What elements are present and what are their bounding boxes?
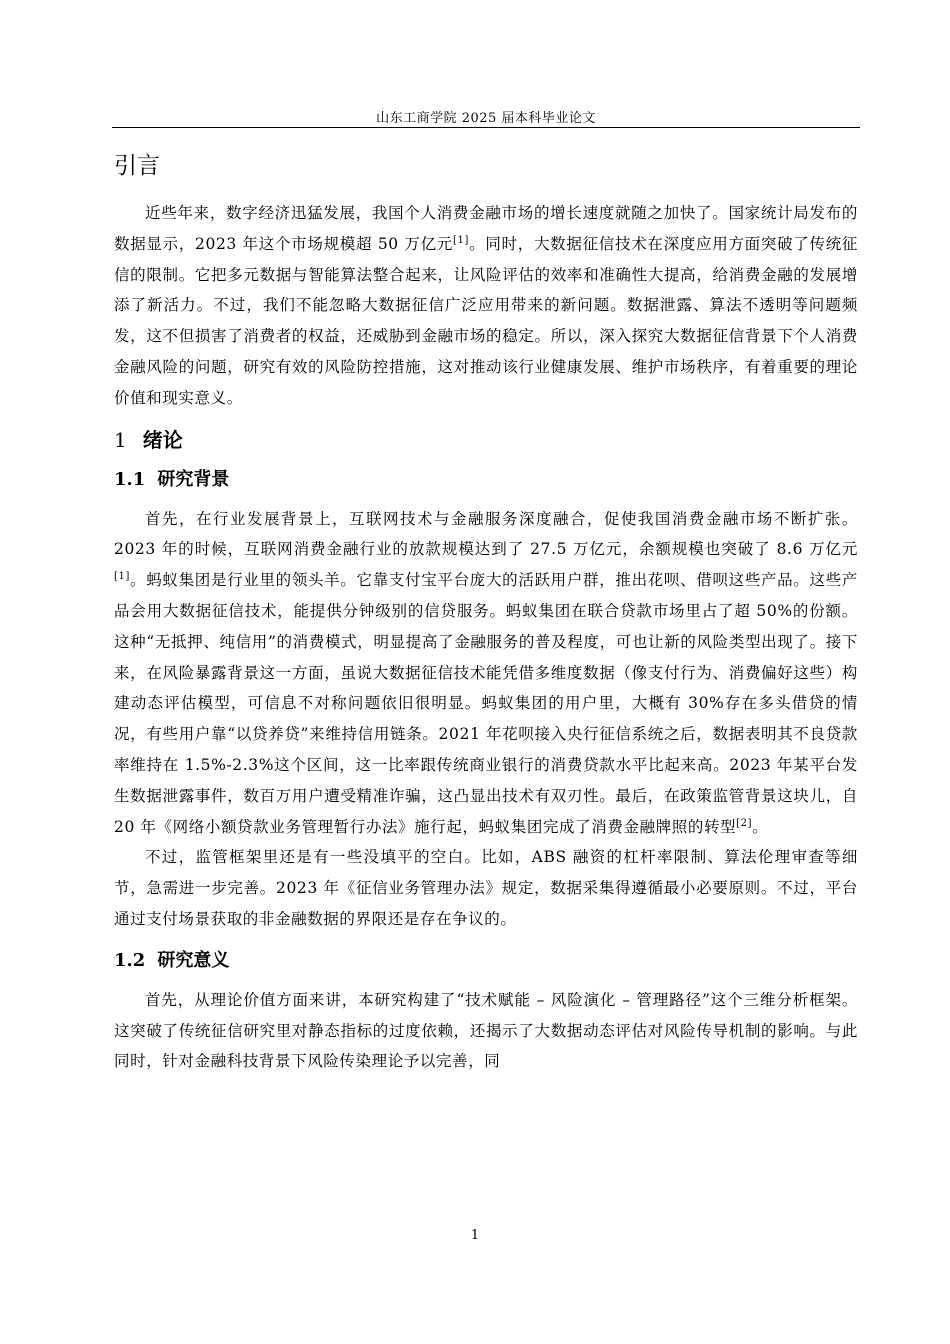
chapter-number: 1: [114, 427, 127, 452]
intro-heading: 引言: [114, 153, 160, 179]
section-number: 1.2: [114, 949, 146, 971]
page-content: [114, 146, 858, 1077]
intro-paragraph: [114, 198, 858, 414]
citation-2: [2]: [736, 817, 753, 829]
citation-1: [1]: [453, 234, 469, 246]
background-paragraph-1: [114, 504, 858, 843]
background-paragraph-2: 不过，监管框架里还是有一些没填平的空白。比如，ABS 融资的杠杆率限制、算法伦理审查等细节，急需进一步完善。2023 年《征信业务管理办法》规定，数据采集得遵循最小必要原则。不过，平台通过支付场景获取的非金融数据的界限还是存在争议的。: [114, 848, 858, 928]
chapter-heading: [114, 422, 858, 458]
header-divider: [112, 127, 860, 128]
background-text-c: 。: [752, 817, 769, 836]
page-number: 1: [470, 1228, 480, 1243]
section-heading-1-2: [114, 943, 858, 979]
significance-paragraph: 首先，从理论价值方面来讲，本研究构建了“技术赋能 – 风险演化 – 管理路径”这个三维分析框架。这突破了传统征信研究里对静态指标的过度依赖，还揭示了大数据动态评估对风险传导机制的影响。与此同时，针对金融科技背景下风险传染理论予以完善，同: [114, 990, 858, 1071]
section-title: 研究意义: [157, 949, 230, 971]
background-text-b: 。蚂蚁集团是行业里的领头羊。它靠支付宝平台庞大的活跃用户群，推出花呗、借呗这些产品。这些产品会用大数据征信技术，能提供分钟级别的信贷服务。蚂蚁集团在联合贷款市场里占了超 50%的份额。这种“无抵押、纯信用”的消费模式，明显提高了金融服务的普及程度，可也让新的风险类型出现了。接下来，在风险暴露背景这一方面，虽说大数据征信技术能凭借多维度数据（像支付行为、消费偏好这些）构建动态评估模型，可信息不对称问题依旧很明显。蚂蚁集团的用户里，大概有 30%存在多头借贷的情况，有些用户靠“以贷养贷”来维持信用链条。2021 年花呗接入央行征信系统之后，数据表明其不良贷款率维持在 1.5%-2.3%这个区间，这一比率跟传统商业银行的消费贷款水平比起来高。2023 年某平台发生数据泄露事件，数百万用户遭受精准诈骗，这凸显出技术有双刃性。最后，在政策监管背景这块儿，自 20 年《网络小额贷款业务管理暂行办法》施行起，蚂蚁集团完成了消费金融牌照的转型: [114, 571, 858, 836]
section-number: 1.1: [114, 468, 146, 490]
chapter-title: 绪论: [142, 427, 183, 452]
running-header: 山东工商学院 2025 届本科毕业论文: [376, 111, 596, 126]
intro-text-a: 近些年来，数字经济迅猛发展，我国个人消费金融市场的增长速度就随之加快了。国家统计局发布的数据显示，2023 年这个市场规模超 50 万亿元: [114, 204, 858, 253]
background-text-a: 首先，在行业发展背景上，互联网技术与金融服务深度融合，促使我国消费金融市场不断扩张。2023 年的时候，互联网消费金融行业的放款规模达到了 27.5 万亿元，余额规模也突破了 8.6 万亿元: [114, 509, 858, 559]
citation-1: [1]: [114, 571, 130, 583]
section-heading-1-1: [114, 462, 858, 498]
intro-text-b: 。同时，大数据征信技术在深度应用方面突破了传统征信的限制。它把多元数据与智能算法整合起来，让风险评估的效率和准确性大提高，给消费金融的发展增添了新活力。不过，我们不能忽略大数据征信广泛应用带来的新问题。数据泄露、算法不透明等问题频发，这不但损害了消费者的权益，还威胁到金融市场的稳定。所以，深入探究大数据征信背景下个人消费金融风险的问题，研究有效的风险防控措施，这对推动该行业健康发展、维护市场秩序，有着重要的理论价值和现实意义。: [114, 234, 859, 407]
section-title: 研究背景: [157, 468, 230, 490]
